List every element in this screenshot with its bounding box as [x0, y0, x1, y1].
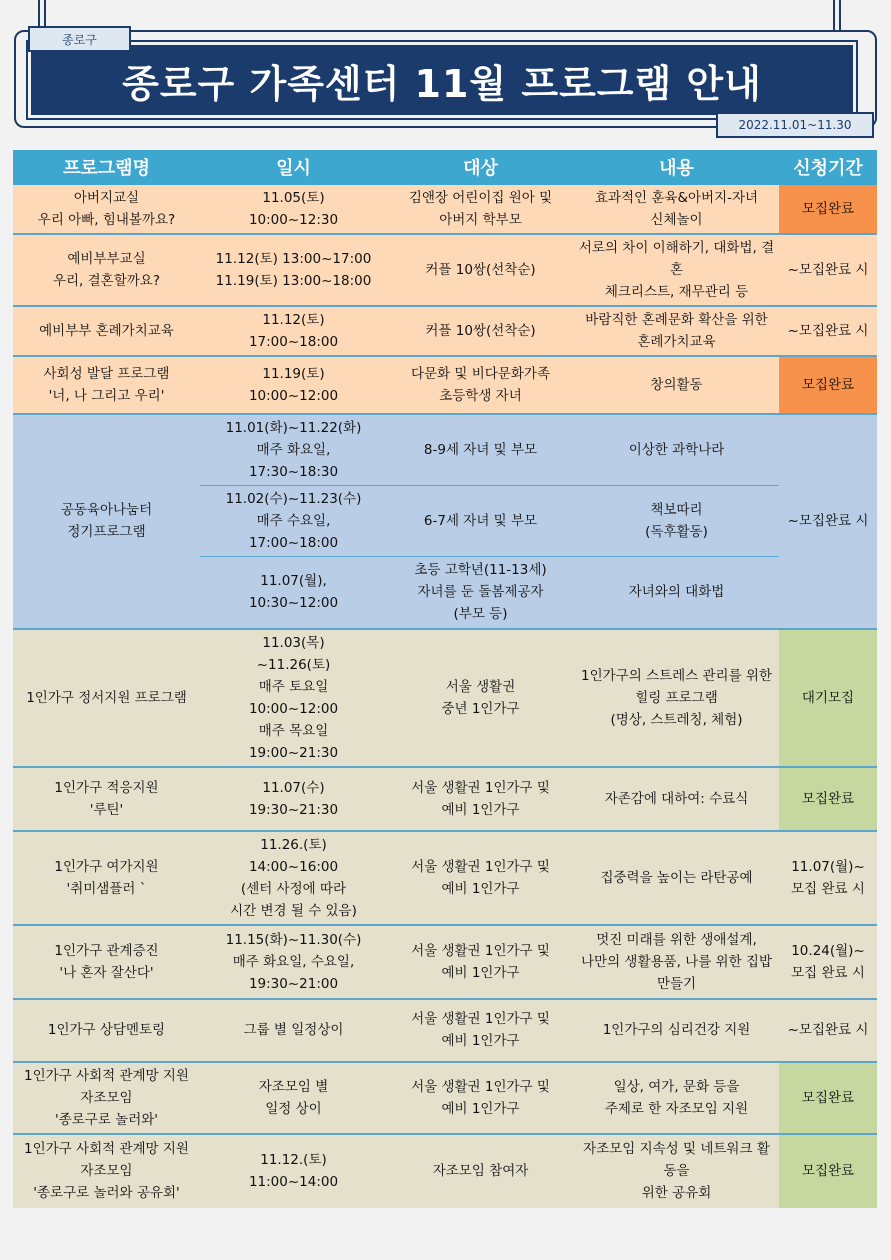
status-badge: ~모집완료 시	[779, 234, 877, 306]
program-content: 일상, 여가, 문화 등을 주제로 한 자조모임 지원	[574, 1062, 779, 1134]
table-row	[13, 414, 877, 486]
program-name: 1인가구 상담멘토링	[13, 999, 200, 1062]
program-datetime: 11.19(토) 10:00~12:00	[200, 356, 387, 414]
column-header-datetime: 일시	[200, 150, 387, 184]
column-header-content: 내용	[574, 150, 779, 184]
program-target: 서울 생활권 1인가구 및 예비 1인가구	[387, 1062, 574, 1134]
program-datetime: 11.26.(토) 14:00~16:00 (센터 사정에 따라 시간 변경 될 수 있음)	[200, 831, 387, 925]
session-target: 6-7세 자녀 및 부모	[387, 486, 574, 557]
status-badge: 모집완료	[779, 1134, 877, 1208]
program-target: 서울 생활권 1인가구 및 예비 1인가구	[387, 831, 574, 925]
program-table	[13, 150, 877, 1208]
program-target: 커플 10쌍(선착순)	[387, 234, 574, 306]
program-target: 서울 생활권 1인가구 및 예비 1인가구	[387, 925, 574, 999]
program-target: 서울 생활권 중년 1인가구	[387, 629, 574, 767]
program-content: 멋진 미래를 위한 생애설계, 나만의 생활용품, 나를 위한 집밥 만들기	[574, 925, 779, 999]
program-target: 커플 10쌍(선착순)	[387, 306, 574, 356]
page-title: 종로구 가족센터 11월 프로그램 안내	[122, 61, 762, 106]
session-content: 책보따리 (독후활동)	[574, 486, 779, 557]
program-target: 자조모임 참여자	[387, 1134, 574, 1208]
column-header-name: 프로그램명	[13, 150, 200, 184]
title-bar	[28, 42, 856, 118]
status-badge: 모집완료	[779, 1062, 877, 1134]
program-name: 1인가구 관계증진 '나 혼자 잘산다'	[13, 925, 200, 999]
program-name: 공동육아나눔터 정기프로그램	[13, 414, 200, 629]
program-content: 효과적인 훈육&아버지-자녀 신체놀이	[574, 184, 779, 234]
status-badge: 모집완료	[779, 356, 877, 414]
status-badge: ~모집완료 시	[779, 999, 877, 1062]
hanger-line	[839, 0, 841, 30]
status-badge: 11.07(월)~ 모집 완료 시	[779, 831, 877, 925]
table-row	[13, 1134, 877, 1208]
district-tab: 종로구	[28, 26, 131, 52]
column-header-target: 대상	[387, 150, 574, 184]
hanger-line	[833, 0, 835, 30]
session-datetime: 11.01(화)~11.22(화) 매주 화요일, 17:30~18:30	[200, 414, 387, 486]
status-badge: ~모집완료 시	[779, 414, 877, 629]
session-content: 이상한 과학나라	[574, 414, 779, 486]
table-row	[13, 925, 877, 999]
program-name: 1인가구 적응지원 '루틴'	[13, 767, 200, 831]
program-target: 서울 생활권 1인가구 및 예비 1인가구	[387, 767, 574, 831]
table-row	[13, 184, 877, 234]
table-row	[13, 767, 877, 831]
session-target: 초등 고학년(11-13세) 자녀를 둔 돌봄제공자 (부모 등)	[387, 557, 574, 629]
program-content: 창의활동	[574, 356, 779, 414]
program-name: 아버지교실 우리 아빠, 힘내볼까요?	[13, 184, 200, 234]
program-datetime: 11.07(수) 19:30~21:30	[200, 767, 387, 831]
program-name: 1인가구 여가지원 '취미샘플러 `	[13, 831, 200, 925]
program-datetime: 11.12.(토) 11:00~14:00	[200, 1134, 387, 1208]
program-name: 1인가구 사회적 관계망 지원 자조모임 '종로구로 놀러와 공유회'	[13, 1134, 200, 1208]
program-datetime: 11.12(토) 17:00~18:00	[200, 306, 387, 356]
table-row	[13, 1062, 877, 1134]
program-content: 바람직한 혼례문화 확산을 위한 혼례가치교육	[574, 306, 779, 356]
status-badge: 모집완료	[779, 184, 877, 234]
table-row	[13, 356, 877, 414]
program-datetime: 11.12(토) 13:00~17:00 11.19(토) 13:00~18:00	[200, 234, 387, 306]
program-datetime: 11.05(토) 10:00~12:30	[200, 184, 387, 234]
program-datetime: 11.03(목) ~11.26(토) 매주 토요일 10:00~12:00 매주 목요일 19:00~21:30	[200, 629, 387, 767]
table-header-row	[13, 150, 877, 184]
program-name: 1인가구 정서지원 프로그램	[13, 629, 200, 767]
table-row	[13, 831, 877, 925]
session-content: 자녀와의 대화법	[574, 557, 779, 629]
status-badge: 모집완료	[779, 767, 877, 831]
program-target: 김앤장 어린이집 원아 및 아버지 학부모	[387, 184, 574, 234]
table-row	[13, 234, 877, 306]
program-content: 자조모임 지속성 및 네트워크 활동을 위한 공유회	[574, 1134, 779, 1208]
session-datetime: 11.02(수)~11.23(수) 매주 수요일, 17:00~18:00	[200, 486, 387, 557]
table-row	[13, 629, 877, 767]
session-datetime: 11.07(월), 10:30~12:00	[200, 557, 387, 629]
program-name: 예비부부 혼례가치교육	[13, 306, 200, 356]
program-content: 집중력을 높이는 라탄공예	[574, 831, 779, 925]
period-label: 2022.11.01~11.30	[716, 112, 874, 138]
program-target: 다문화 및 비다문화가족 초등학생 자녀	[387, 356, 574, 414]
table-row	[13, 999, 877, 1062]
program-datetime: 그룹 별 일정상이	[200, 999, 387, 1062]
column-header-period: 신청기간	[779, 150, 877, 184]
program-content: 1인가구의 스트레스 관리를 위한 힐링 프로그램 (명상, 스트레칭, 체험)	[574, 629, 779, 767]
program-datetime: 11.15(화)~11.30(수) 매주 화요일, 수요일, 19:30~21:00	[200, 925, 387, 999]
program-content: 1인가구의 심리건강 지원	[574, 999, 779, 1062]
program-name: 1인가구 사회적 관계망 지원 자조모임 '종로구로 놀러와'	[13, 1062, 200, 1134]
program-content: 서로의 차이 이해하기, 대화법, 결혼 체크리스트, 재무관리 등	[574, 234, 779, 306]
program-content: 자존감에 대하여: 수료식	[574, 767, 779, 831]
table-row	[13, 306, 877, 356]
status-badge: 대기모집	[779, 629, 877, 767]
status-badge: ~모집완료 시	[779, 306, 877, 356]
program-datetime: 자조모임 별 일정 상이	[200, 1062, 387, 1134]
program-name: 사회성 발달 프로그램 '너, 나 그리고 우리'	[13, 356, 200, 414]
session-target: 8-9세 자녀 및 부모	[387, 414, 574, 486]
program-target: 서울 생활권 1인가구 및 예비 1인가구	[387, 999, 574, 1062]
status-badge: 10.24(월)~ 모집 완료 시	[779, 925, 877, 999]
program-name: 예비부부교실 우리, 결혼할까요?	[13, 234, 200, 306]
